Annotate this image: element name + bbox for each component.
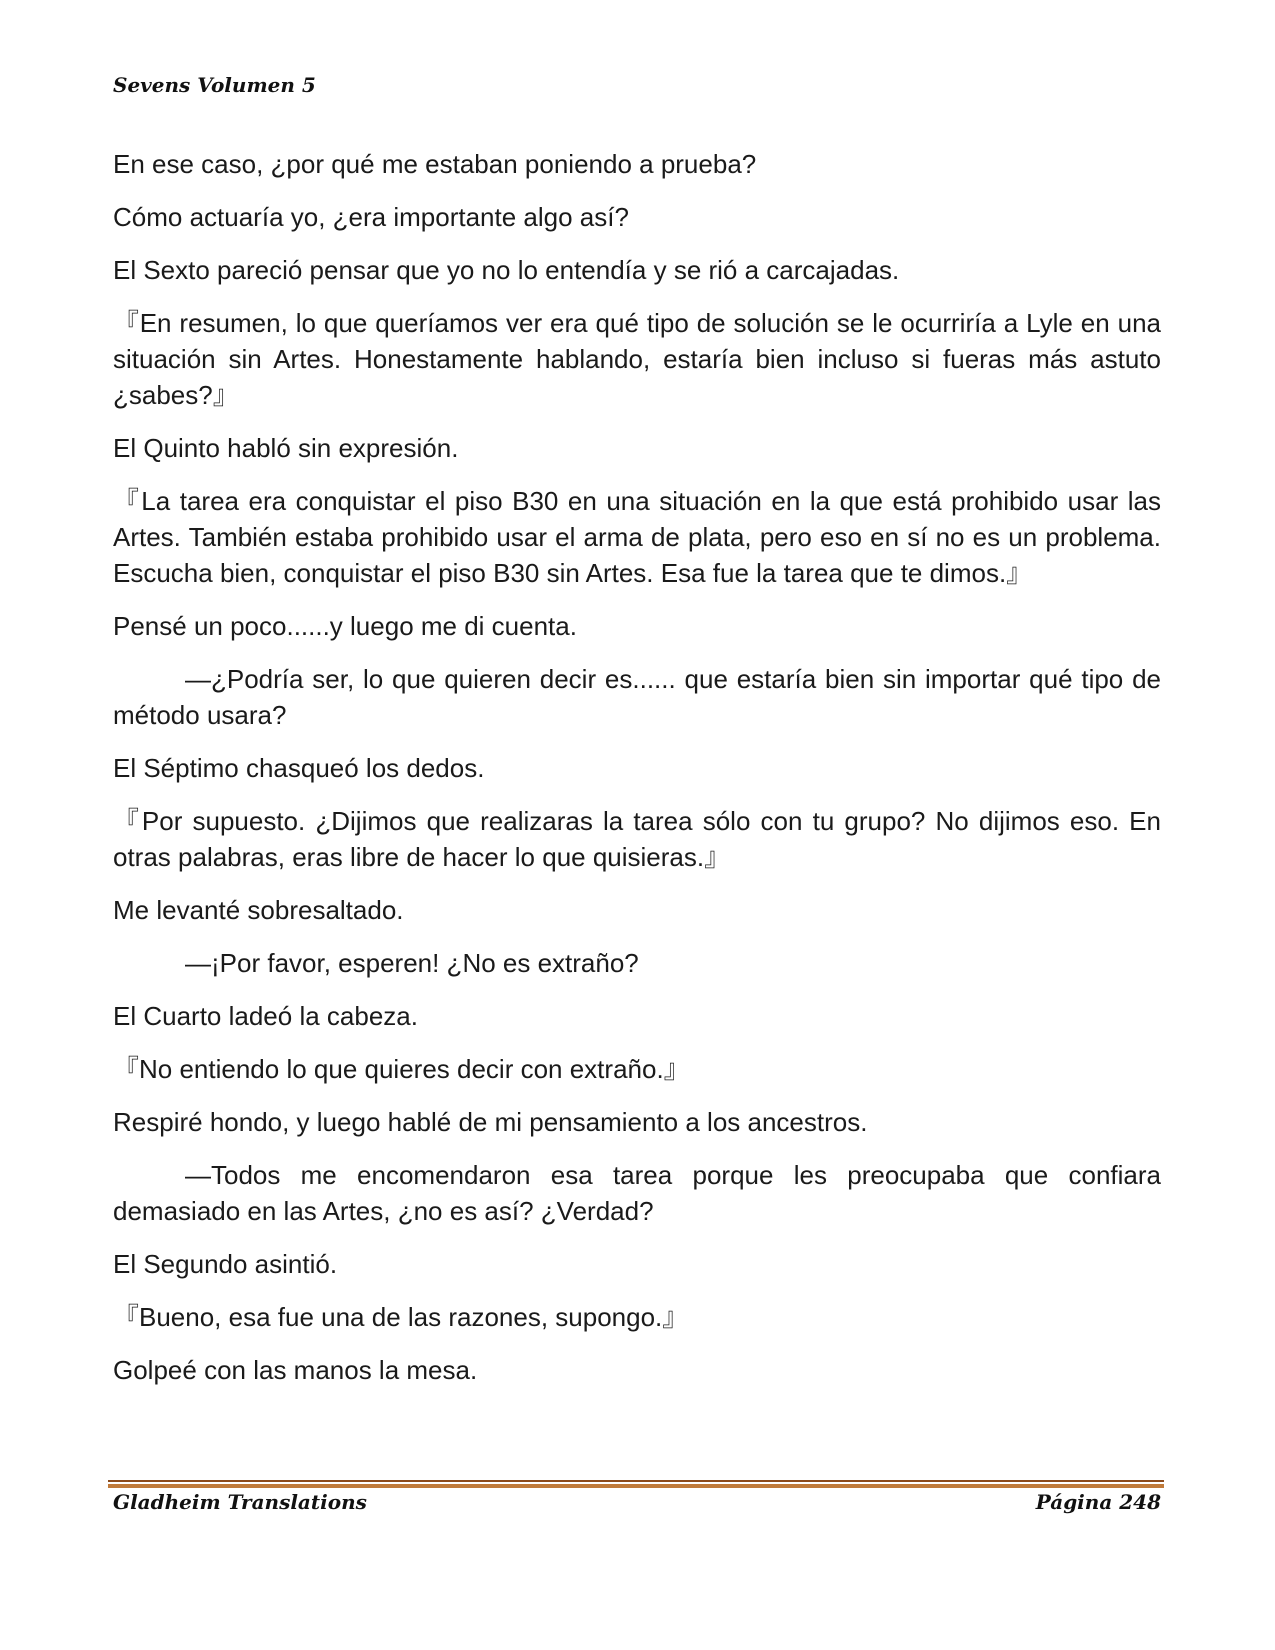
paragraph: Respiré hondo, y luego hablé de mi pensamiento a los ancestros. — [113, 1107, 868, 1137]
paragraph: En ese caso, ¿por qué me estaban poniendo a prueba? — [113, 149, 757, 179]
paragraph: Cómo actuaría yo, ¿era importante algo así? — [113, 202, 629, 232]
paragraph: El Segundo asintió. — [113, 1249, 338, 1279]
dialog-paragraph: 『Bueno, esa fue una de las razones, supongo.』 — [113, 1302, 689, 1332]
footer-rule-thin — [108, 1480, 1164, 1482]
body-text — [113, 146, 1161, 1405]
footer-publisher: Gladheim Translations — [113, 1490, 367, 1514]
speech-paragraph: —¿Podría ser, lo que quieren decir es...... que estaría bien sin importar qué tipo de método usara? — [113, 664, 1161, 730]
paragraph: El Cuarto ladeó la cabeza. — [113, 1001, 418, 1031]
footer-rule-thick — [108, 1484, 1164, 1488]
paragraph: El Séptimo chasqueó los dedos. — [113, 753, 485, 783]
speech-paragraph: —¡Por favor, esperen! ¿No es extraño? — [185, 948, 639, 978]
running-header-title: Sevens Volumen 5 — [113, 73, 316, 97]
dialog-paragraph: 『No entiendo lo que quieres decir con extraño.』 — [113, 1054, 690, 1084]
paragraph: Golpeé con las manos la mesa. — [113, 1355, 478, 1385]
speech-paragraph: —Todos me encomendaron esa tarea porque les preocupaba que confiara demasiado en las Artes, ¿no es así? ¿Verdad? — [113, 1160, 1161, 1226]
dialog-paragraph: 『Por supuesto. ¿Dijimos que realizaras la tarea sólo con tu grupo? No dijimos eso. En otras palabras, eras libre de hacer lo que quisieras.』 — [113, 806, 1161, 872]
footer-page-number: Página 248 — [1035, 1490, 1161, 1514]
dialog-paragraph: 『La tarea era conquistar el piso B30 en una situación en la que está prohibido usar las Artes. También estaba prohibido usar el arma de plata, pero eso en sí no es un problema. Escucha bien, conquistar el piso B30 sin Artes. Esa fue la tarea que te dimos.』 — [113, 486, 1161, 588]
paragraph: Pensé un poco......y luego me di cuenta. — [113, 611, 577, 641]
paragraph: El Quinto habló sin expresión. — [113, 433, 459, 463]
dialog-paragraph: 『En resumen, lo que queríamos ver era qué tipo de solución se le ocurriría a Lyle en una situación sin Artes. Honestamente hablando, estaría bien incluso si fueras más astuto ¿sabes?』 — [113, 308, 1161, 410]
paragraph: El Sexto pareció pensar que yo no lo entendía y se rió a carcajadas. — [113, 255, 900, 285]
paragraph: Me levanté sobresaltado. — [113, 895, 404, 925]
footer-rule — [108, 1480, 1164, 1487]
